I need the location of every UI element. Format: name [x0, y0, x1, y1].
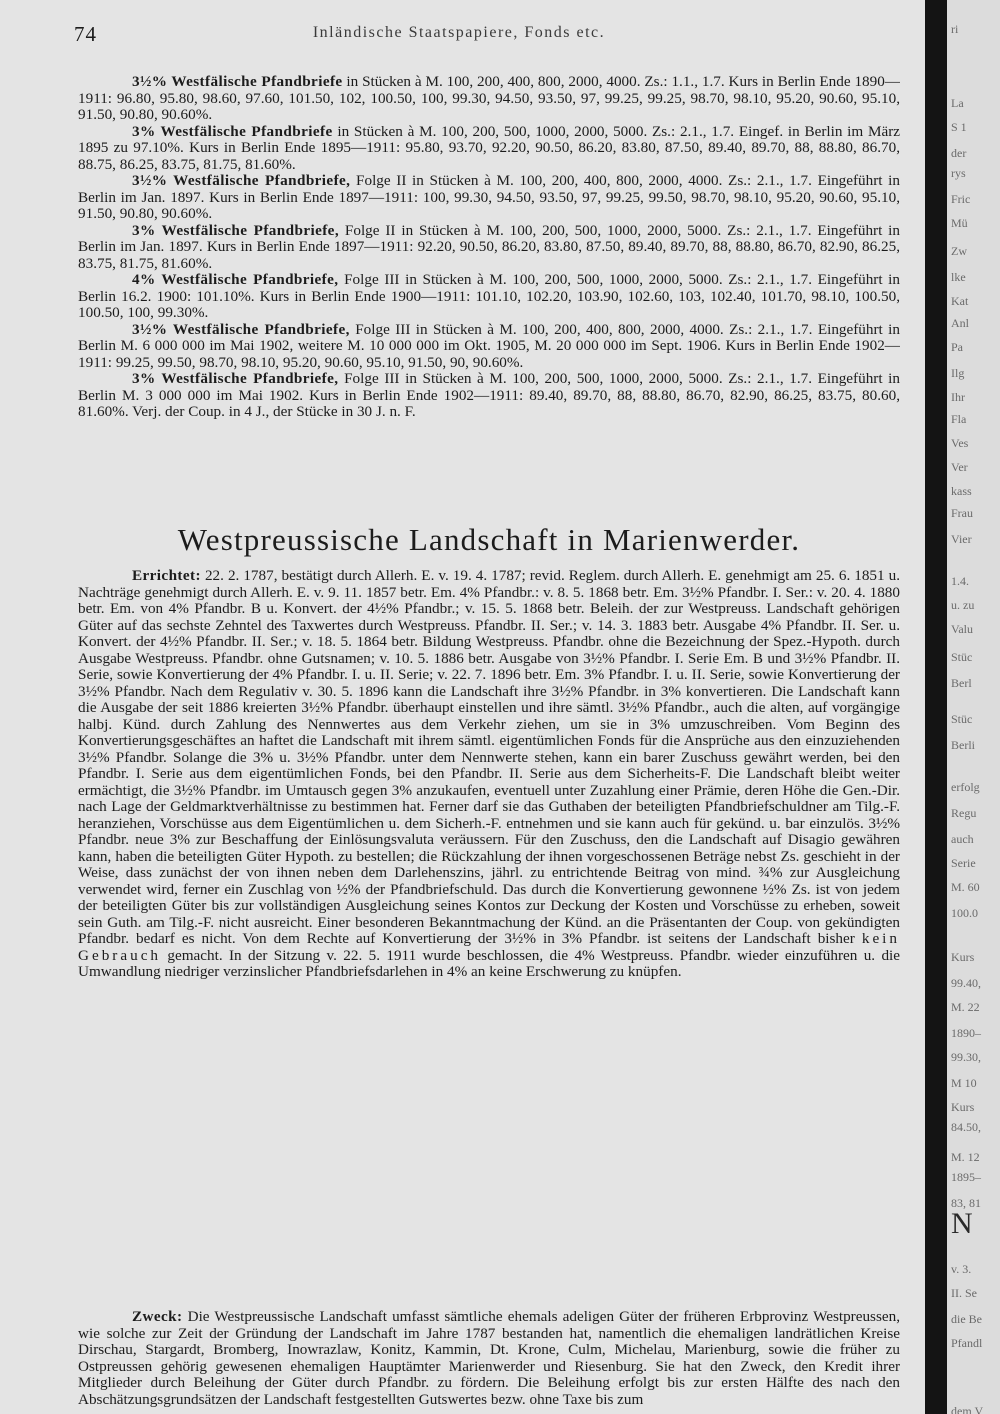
neighbor-page-fragment: La [951, 96, 964, 110]
neighbor-page-fragment: 83, 81 [951, 1196, 981, 1210]
neighbor-page-fragment: M. 60 [951, 880, 980, 894]
bond-title: 3% Westfälische Pfandbriefe [132, 122, 333, 140]
errichtet-paragraph [78, 568, 900, 1306]
neighbor-page-fragment: dem V [951, 1404, 984, 1414]
bond-entry [78, 223, 900, 273]
neighbor-page-fragment: 1890– [951, 1026, 981, 1040]
neighbor-page-fragment: rys [951, 166, 966, 180]
neighbor-page-fragment: M. 22 [951, 1000, 980, 1014]
neighbor-page-fragment: Serie [951, 856, 976, 870]
neighbor-page-fragment: Stüc [951, 650, 973, 664]
bond-text: Folge III in Stücken à M. 100, 200, 500, 1000, 2000, 5000. Zs.: 2.1., 1.7. Eingeführt in Berlin M. 3 000 000 im Mai 1902. Kurs in Berlin Ende 1902—1911: 89.40, 89.70, 88, 88.80, 86.70, 82.90, 86.25, 83.75, 80.60, 81.60%. Verj. der Coup. in 4 J., der Stücke in 30 J. n. F. [78, 370, 900, 420]
neighbor-page-fragment: Ihr [951, 390, 965, 404]
neighbor-page-fragment: ri [951, 22, 959, 36]
neighbor-page-fragment: Berl [951, 676, 972, 690]
emphasis-text: kein Gebrauch [78, 930, 900, 964]
book-gutter [925, 0, 947, 1414]
neighbor-page-fragment: lke [951, 270, 966, 284]
neighbor-page-fragment: Frau [951, 506, 973, 520]
bond-title: 3½% Westfälische Pfandbriefe [132, 74, 343, 90]
neighbor-page-fragment: v. 3. [951, 1262, 972, 1276]
neighbor-page-fragment: auch [951, 832, 974, 846]
neighbor-page-edge [947, 0, 1000, 1414]
neighbor-page-fragment: 84.50, [951, 1120, 981, 1134]
neighbor-page-fragment: Kurs [951, 950, 975, 964]
running-head: Inländische Staatspapiere, Fonds etc. [312, 24, 606, 41]
neighbor-page-fragment: Fla [951, 412, 967, 426]
neighbor-page-fragment: Mü [951, 216, 968, 230]
neighbor-page-fragment: 99.40, [951, 976, 981, 990]
neighbor-page-fragment: Berli [951, 738, 975, 752]
neighbor-page-fragment: II. Se [951, 1286, 977, 1300]
page-number: 74 [74, 22, 97, 46]
page-header [74, 22, 844, 46]
neighbor-page-fragment: Pfandl [951, 1336, 983, 1350]
bond-text: Folge II in Stücken à M. 100, 200, 500, 1000, 2000, 5000. Zs.: 2.1., 1.7. Eingeführt in Berlin im Jan. 1897. Kurs in Berlin Ende 1897—1911: 92.20, 90.50, 86.20, 83.80, 87.50, 89.40, 89.70, 88, 88.80, 86.70, 82.90, 86.25, 83.75, 81.75, 81.60%. [78, 221, 900, 272]
neighbor-page-fragment: M 10 [951, 1076, 977, 1090]
bond-title: 3½% Westfälische Pfandbriefe, [132, 320, 350, 338]
bond-title: 3½% Westfälische Pfandbriefe, [132, 172, 351, 189]
errichtet-text: 22. 2. 1787, bestätigt durch Allerh. E. v. 19. 4. 1787; revid. Reglem. durch Allerh. E. genehmigt am 25. 6. 1851 u. Nachträge genehmigt durch Allerh. E. v. 9. 11. 1857 betr. Em. 4% Pfandbr.: v. 8. 5. 1868 betr. Em. 3½% Pfandbr. I. Ser.: v. 20. 4. 1880 betr. Em. von 4% Pfandbr. B u. Konvert. der 4½% Pfandbr.; v. 15. 5. 1868 betr. Beleih. der zur Westpreuss. Landschaft gehörigen Güter auf das sechste Zehntel des Taxwertes durch Westpreuss. Pfandbr. II. Ser.; v. 14. 3. 1883 betr. Ausgabe 4% Pfandbr. II. Ser. u. Konvert. der 4½% Pfandbr. II. Ser.; v. 18. 5. 1864 betr. Bildung Westpreuss. Pfandbr. ohne die Bezeichnung der Spez.-Hypoth. durch Ausgabe Westpreuss. Pfandbr. ohne Gutsnamen; v. 10. 5. 1886 betr. Ausgabe von 3½% Pfandbr. I. Serie Em. B und 3½% Pfandbr. II. Serie, sowie Konvertierung der 4% Pfandbr. I. u. II. Serie; v. 22. 7. 1896 betr. Em. 3% Pfandbr. I. u. II. Serie, sowie Konvertierung der 3½% Pfandbr. Nach dem Regulativ v. 30. 5. 1896 kann die Landschaft ihre 3½% Pfandbr. in 3% konvertieren. Die Landschaft kann die Ausgabe der seit 1886 kreierten 3½% Pfandbr. überhaupt einstellen und ihre sämtl. 3½% Pfandbr., auch die alten, auf vorgängige halbj. Künd. durch Zahlung des Nennwertes aus dem Verkehr ziehen, um sie in 3% umzuschreiben. Vom Beginn des Konvertierungsgeschäftes an haftet die Landschaft mit ihrem sämtl. eigentümlichen Fonds für die Ansprüche aus den einzuziehenden 3½% Pfandbr. Solange die 3% u. 3½% Pfandbr. unter dem Nennwerte stehen, kann ein barer Zuschuss gewährt werden, bei den Pfandbr. I. Serie aus dem eigentümlichen Fonds, bei den Pfandbr. II. Serie aus dem Sicherheits-F. Die Landschaft bleibt weiter ermächtigt, die 3½% Pfandbr. im Umtausch gegen 3% anzukaufen, eventuell unter Zuzahlung einer Prämie, deren Höhe die Gen.-Dir. nach Lage der Geldmarktverhältnisse zu bestimmen hat. Ferner darf sie das Guthaben der beteiligten Pfandbriefschuldner am Tilg.-F. heranziehen, Vorschüsse aus dem Eigentümlichen u. dem Sicherh.-F. entnehmen und sie kann auch für gekünd. u. bar einzulös. 3½% Pfandbr. neue 3% zur Beschaffung der Einlösungsvaluta veräussern. Für den Zuschuss, den die Landschaft auf Disagio gewähren kann, haben die beteiligten Güter Hypoth. zu bestellen; die Rückzahlung der ihnen vorgeschossenen Beträge nebst Zs. geschieht in der Weise, dass zunächst der von ihnen neben dem Darlehenszins, jährl. zu entrichtende Beitrag von mind. ¾% zur Ausgleichung verwendet wird, ferner ein Zuschlag von ½% der Pfandbriefschuld. Das durch die Konvertierung gewonnene ½% Zs. ist von jedem der beteiligten Güter bis zur vollständigen Ausgleichung seines Kontos zur Deckung der Kosten und Vorschüsse zu erheben, soweit sein Guth. am Tilg.-F. nicht ausreicht. Einer besonderen Bekanntmachung der Künd. an die Präsentanten der Coup. von gekündigten Pfandbr. bedarf es nicht. Von dem Rechte auf Konvertierung der 3½% in 3% Pfandbr. ist seitens der Landschaft bisher [78, 568, 900, 947]
bond-entry [78, 371, 900, 421]
bond-title: 3% Westfälische Pfandbriefe, [132, 370, 339, 387]
errichtet-tail: gemacht. In der Sitzung v. 22. 5. 1911 wurde beschlossen, die 4% Westpreuss. Pfandbr. wieder einzuführen u. die Umwandlung niedriger verzinslicher Pfandbriefsdarlehen in 4% an keine Erschwerung zu knüpfen. [78, 946, 900, 980]
bond-entry [78, 124, 900, 174]
neighbor-page-fragment: Ilg [951, 366, 965, 380]
bond-entry [78, 322, 900, 372]
bond-text: Folge III in Stücken à M. 100, 200, 500, 1000, 2000, 5000. Zs.: 2.1., 1.7. Eingeführt in Berlin 16.2. 1900: 101.10%. Kurs in Berlin Ende 1900—1911: 101.10, 102.20, 103.90, 102.60, 103, 102.40, 101.70, 98.10, 100.50, 100.50, 100, 99.30%. [78, 271, 900, 321]
bond-title: 3% Westfälische Pfandbriefe, [132, 221, 340, 239]
neighbor-page-fragment: Stüc [951, 712, 973, 726]
neighbor-page-fragment: der [951, 146, 967, 160]
neighbor-page-fragment: Zw [951, 244, 967, 258]
neighbor-page-fragment: Anl [951, 316, 969, 330]
bond-text: in Stücken à M. 100, 200, 500, 1000, 2000, 5000. Zs.: 2.1., 1.7. Eingef. in Berlin im März 1895 zu 97.10%. Kurs in Berlin Ende 1895—1911: 95.80, 93.70, 92.20, 90.50, 86.20, 83.80, 87.50, 89.40, 89.70, 88, 88.80, 86.70, 88.75, 86.25, 83.75, 81.75, 81.60%. [78, 122, 900, 173]
bond-entry [78, 173, 900, 223]
section-title: Westpreussische Landschaft in Marienwerder. [177, 522, 801, 557]
neighbor-page-fragment: u. zu [951, 598, 975, 612]
bond-entry [78, 74, 900, 124]
neighbor-page-fragment: 1895– [951, 1170, 981, 1184]
neighbor-page-fragment: Valu [951, 622, 973, 636]
bond-entry [78, 272, 900, 322]
bond-text: Folge III in Stücken à M. 100, 200, 400, 800, 2000, 4000. Zs.: 2.1., 1.7. Eingeführt in Berlin M. 6 000 000 im Mai 1902, weitere M. 10 000 000 im Okt. 1905, M. 20 000 000 im Sept. 1906. Kurs in Berlin Ende 1902—1911: 99.25, 99.50, 98.70, 98.10, 95.20, 90.60, 95.10, 91.50, 90, 90.60%. [78, 320, 900, 371]
bond-title: 4% Westfälische Pfandbriefe, [132, 271, 339, 288]
zweck-text: Die Westpreussische Landschaft umfasst sämtliche ehemals adeligen Güter der früheren Erbprovinz Westpreussen, wie solche zur Zeit der Gründung der Landschaft im Jahre 1787 bestanden hat, namentlich die ehemaligen landrätlichen Kreise Dirschau, Stargardt, Bromberg, Inowrazlaw, Konitz, Kammin, Dt. Krone, Culm, Michelau, Marienburg, sowie die früher zu Ostpreussen gehörig gewesenen ehemaligen Hauptämter Marienwerder und Riesenburg. Sie hat den Zweck, den Kredit ihrer Mitglieder durch Beleihung der Güter durch Pfandbr. zu fördern. Die Beleihung erfolgt bis zur ersten Hälfte des nach den Abschätzungsgrundsätzen der Landschaft festgestellten Gutswertes bezw. ohne Taxe bis zum [78, 1309, 900, 1408]
neighbor-page-fragment: 100.0 [951, 906, 978, 920]
neighbor-page-fragment: N [951, 1207, 973, 1240]
neighbor-page-fragment: Fric [951, 192, 971, 206]
neighbor-page-fragment: Kat [951, 294, 969, 308]
neighbor-page-fragment: Ver [951, 460, 968, 474]
neighbor-page-fragment: erfolg [951, 780, 980, 794]
zweck-label: Zweck: [132, 1309, 183, 1325]
zweck-paragraph [78, 1309, 900, 1409]
neighbor-page-fragment: Kurs [951, 1100, 975, 1114]
neighbor-page-fragment: kass [951, 484, 972, 498]
neighbor-page-fragment: Vier [951, 532, 972, 546]
bond-text: in Stücken à M. 100, 200, 400, 800, 2000, 4000. Zs.: 1.1., 1.7. Kurs in Berlin Ende 1890—1911: 96.80, 95.80, 98.60, 97.60, 101.50, 102, 100.50, 100, 99.30, 94.50, 93.50, 97, 99.25, 99.25, 98.70, 98.10, 95.20, 90.60, 95.10, 91.50, 90.80, 90.60%. [78, 74, 900, 123]
neighbor-page-fragment: M. 12 [951, 1150, 980, 1164]
neighbor-page-fragment: 1.4. [951, 574, 969, 588]
neighbor-page-fragment: Regu [951, 806, 977, 820]
neighbor-page-fragment: Pa [951, 340, 963, 354]
neighbor-page-fragment: 99.30, [951, 1050, 981, 1064]
neighbor-page-fragment: S 1 [951, 120, 967, 134]
neighbor-page-fragment: Ves [951, 436, 969, 450]
westfaelische-bonds-section [78, 74, 900, 506]
errichtet-label: Errichtet: [132, 568, 201, 584]
bond-text: Folge II in Stücken à M. 100, 200, 400, 800, 2000, 4000. Zs.: 2.1., 1.7. Eingeführt in Berlin im Jan. 1897. Kurs in Berlin Ende 1897—1911: 100, 99.30, 94.50, 93.50, 97, 99.25, 99.50, 98.70, 98.10, 95.20, 90.60, 95.10, 91.50, 90.80, 90.60%. [78, 172, 900, 222]
neighbor-page-fragment: die Be [951, 1312, 982, 1326]
